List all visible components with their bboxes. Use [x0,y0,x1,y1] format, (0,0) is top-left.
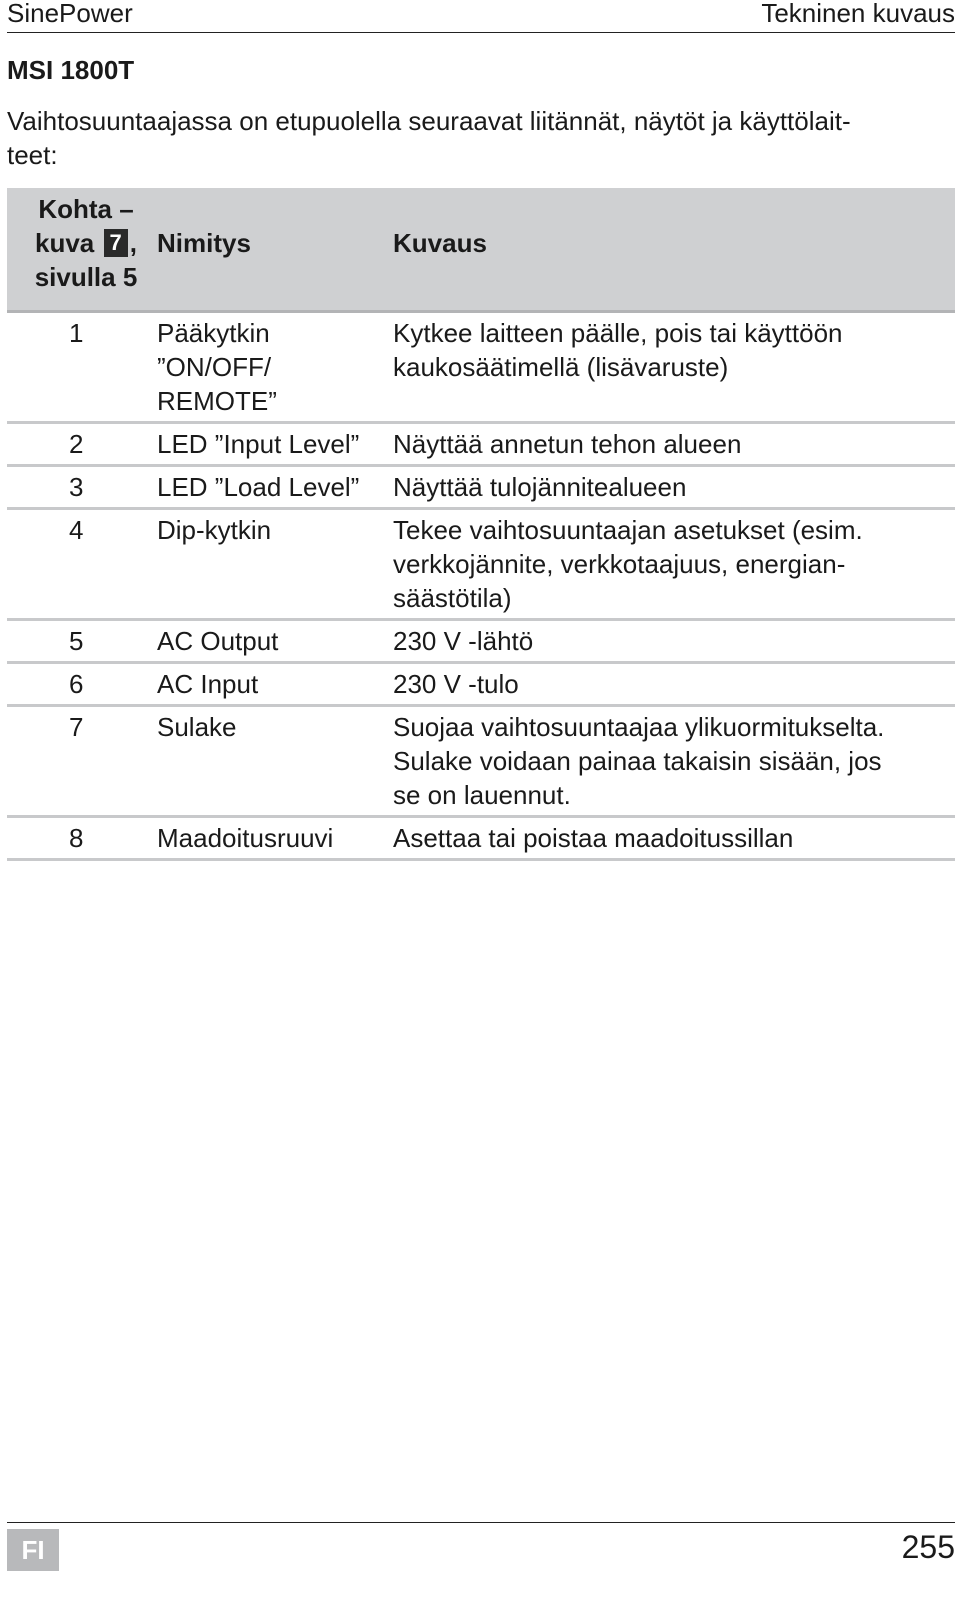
table-row [7,313,955,424]
connections-table [7,188,955,861]
header-kohta [21,192,151,294]
row-description-line: Tekee vaihtosuuntaajan asetukset (esim. [393,515,863,545]
header-nimitys: Nimitys [157,228,251,258]
row-description-line: verkkojännite, verkkotaajuus, energian- [393,549,846,579]
row-description-line: Näyttää annetun tehon alueen [393,429,742,459]
header-kohta-kuva: kuva [35,228,95,258]
row-description-line: 230 V -tulo [393,669,519,699]
row-description [393,470,953,504]
brand-name: SinePower [7,0,133,28]
model-title: MSI 1800T [7,55,135,85]
row-name-line: REMOTE” [157,386,277,416]
row-name [157,513,387,615]
row-name-line: LED ”Input Level” [157,429,360,459]
row-number: 5 [69,626,84,656]
row-description [393,427,953,461]
row-name [157,624,387,658]
table-row [7,467,955,510]
row-name [157,667,387,701]
row-name-line: LED ”Load Level” [157,472,360,502]
row-name [157,427,387,461]
row-number: 1 [69,318,84,348]
row-description [393,316,953,384]
row-number: 6 [69,669,84,699]
row-description [393,513,953,615]
row-name-line: Maadoitusruuvi [157,823,334,853]
table-row [7,510,955,621]
row-description-line: 230 V -lähtö [393,626,534,656]
row-description-line: Sulake voidaan painaa takaisin sisään, jos [393,746,882,776]
row-description [393,710,953,812]
row-number: 2 [69,429,84,459]
header-kohta-line: sivulla 5 [34,262,138,292]
row-name-line: AC Output [157,626,279,656]
section-title: Tekninen kuvaus [761,0,955,28]
language-badge: FI [7,1529,59,1571]
row-name-line: Pääkytkin [157,318,270,348]
row-description-line: Suojaa vaihtosuuntaajaa ylikuormitukselta. [393,712,885,742]
figure-number-badge: 7 [104,229,128,257]
table-row [7,424,955,467]
page-header [7,0,955,33]
row-description-line: Asettaa tai poistaa maadoitussillan [393,823,794,853]
table-row [7,621,955,664]
intro-paragraph [7,104,937,172]
row-number: 4 [69,515,84,545]
row-name [157,316,387,418]
row-name [157,470,387,504]
intro-line: teet: [7,140,58,170]
row-name [157,710,387,812]
table-header [7,188,955,313]
row-description-line: Kytkee laitteen päälle, pois tai käyttöön [393,318,843,348]
row-description-line: se on lauennut. [393,780,571,810]
row-name-line: Dip-kytkin [157,515,272,545]
row-description-line: Näyttää tulojännitealueen [393,472,687,502]
row-description [393,821,953,855]
header-kuvaus: Kuvaus [393,228,487,258]
row-description [393,667,953,701]
row-description-line: kaukosäätimellä (lisävaruste) [393,352,729,382]
row-name-line: ”ON/OFF/ [157,352,272,382]
header-kohta-line: Kohta – [38,194,134,224]
row-number: 3 [69,472,84,502]
row-name [157,821,387,855]
table-row [7,664,955,707]
row-description-line: säästötila) [393,583,512,613]
table-row [7,707,955,818]
header-kohta-comma: , [129,228,137,258]
table-row [7,818,955,861]
row-name-line: AC Input [157,669,259,699]
row-description [393,624,953,658]
intro-line: Vaihtosuuntaajassa on etupuolella seuraavat liitännät, näytöt ja käyttölait- [7,106,851,136]
header-kohta-line [21,226,151,260]
table-body [7,313,955,861]
page-number: 255 [901,1529,955,1565]
row-number: 7 [69,712,84,742]
row-number: 8 [69,823,84,853]
row-name-line: Sulake [157,712,237,742]
page-footer [7,1522,955,1583]
